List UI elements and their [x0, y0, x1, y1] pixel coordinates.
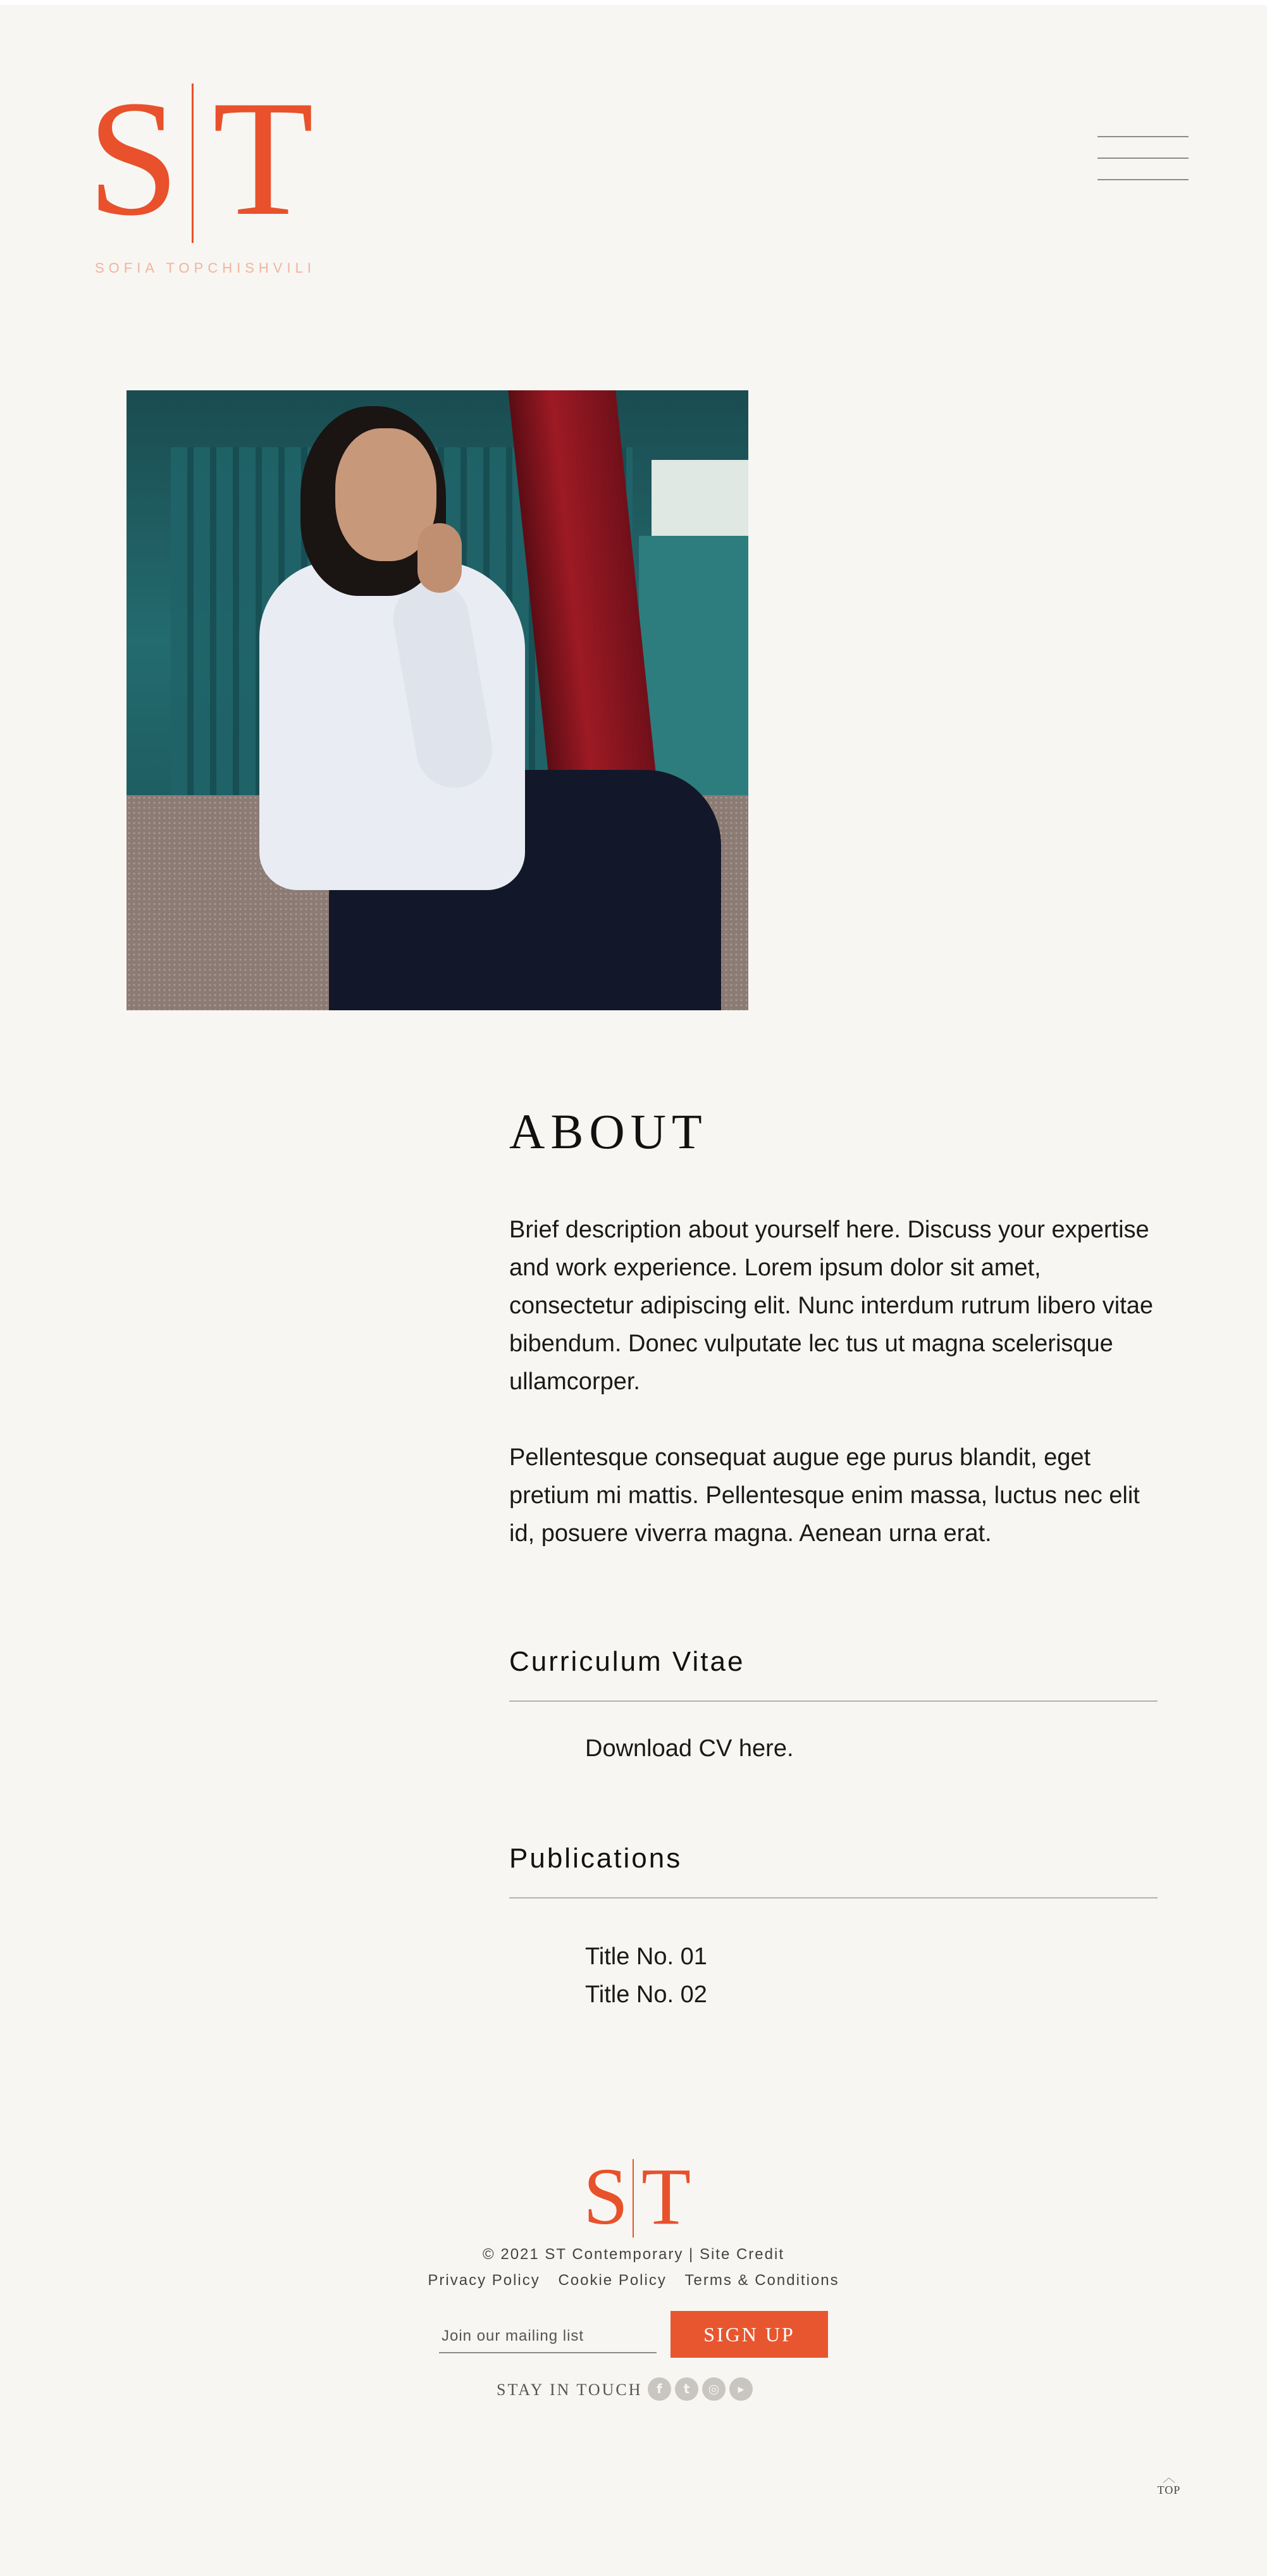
chevron-up-icon: ︿	[1163, 2470, 1175, 2485]
publication-link[interactable]: Title No. 01	[585, 1943, 707, 1970]
footer-logo[interactable]	[583, 2152, 691, 2241]
photo-sill	[639, 536, 748, 802]
terms-conditions-link[interactable]: Terms & Conditions	[684, 2272, 839, 2289]
about-heading: ABOUT	[509, 1104, 708, 1159]
copyright-text: © 2021 ST Contemporary | Site Credit	[483, 2246, 784, 2263]
menu-line	[1097, 136, 1189, 137]
photo-hand	[417, 523, 462, 593]
logo-initial-t: T	[213, 66, 314, 250]
photo-window	[652, 460, 748, 536]
footer-logo-initial-t: T	[641, 2152, 691, 2241]
back-to-top-label: TOP	[1157, 2484, 1181, 2496]
privacy-policy-link[interactable]: Privacy Policy	[428, 2272, 540, 2289]
hamburger-menu-icon[interactable]	[1097, 135, 1189, 184]
footer-links	[0, 2272, 1267, 2289]
about-paragraph-2: Pellentesque consequat augue ege purus blandit, eget pretium mi mattis. Pellentesque enim massa, luctus nec elit id, posuere viverra magna. Aenean urna erat.	[509, 1444, 1140, 1547]
portrait-photo	[127, 390, 748, 1010]
logo-name[interactable]: SOFIA TOPCHISHVILI	[95, 260, 316, 276]
cookie-policy-link[interactable]: Cookie Policy	[558, 2272, 667, 2289]
logo-divider	[192, 84, 194, 243]
facebook-icon[interactable]: f	[648, 2377, 671, 2401]
cv-divider	[509, 1700, 1158, 1702]
mailing-list-input[interactable]	[439, 2320, 657, 2353]
cv-heading: Curriculum Vitae	[509, 1646, 745, 1677]
about-paragraph-1: Brief description about yourself here. Discuss your expertise and work experience. Lorem ipsum dolor sit amet, consectetur adipiscing elit. Nunc interdum rutrum libero vitae bibendum. Donec vulputate lec tus ut magna scelerisque ullamcorper.	[509, 1217, 1154, 1395]
publications-heading: Publications	[509, 1843, 683, 1874]
back-to-top-button[interactable]	[1151, 2471, 1187, 2503]
download-cv-link[interactable]: Download CV here.	[585, 1735, 794, 1762]
page	[0, 5, 1267, 2576]
instagram-icon[interactable]: ◎	[702, 2377, 726, 2401]
footer-logo-divider	[633, 2159, 634, 2238]
menu-line	[1097, 179, 1189, 180]
menu-line	[1097, 158, 1189, 159]
sign-up-button[interactable]: SIGN UP	[671, 2311, 828, 2358]
logo-initial-s: S	[87, 66, 180, 250]
publications-divider	[509, 1897, 1158, 1898]
stay-in-touch-label: STAY IN TOUCH	[497, 2381, 643, 2399]
publication-link[interactable]: Title No. 02	[585, 1981, 707, 2008]
site-logo[interactable]	[87, 66, 314, 250]
twitter-icon[interactable]: t	[675, 2377, 698, 2401]
youtube-icon[interactable]: ▸	[729, 2377, 753, 2401]
footer-logo-initial-s: S	[583, 2152, 629, 2241]
